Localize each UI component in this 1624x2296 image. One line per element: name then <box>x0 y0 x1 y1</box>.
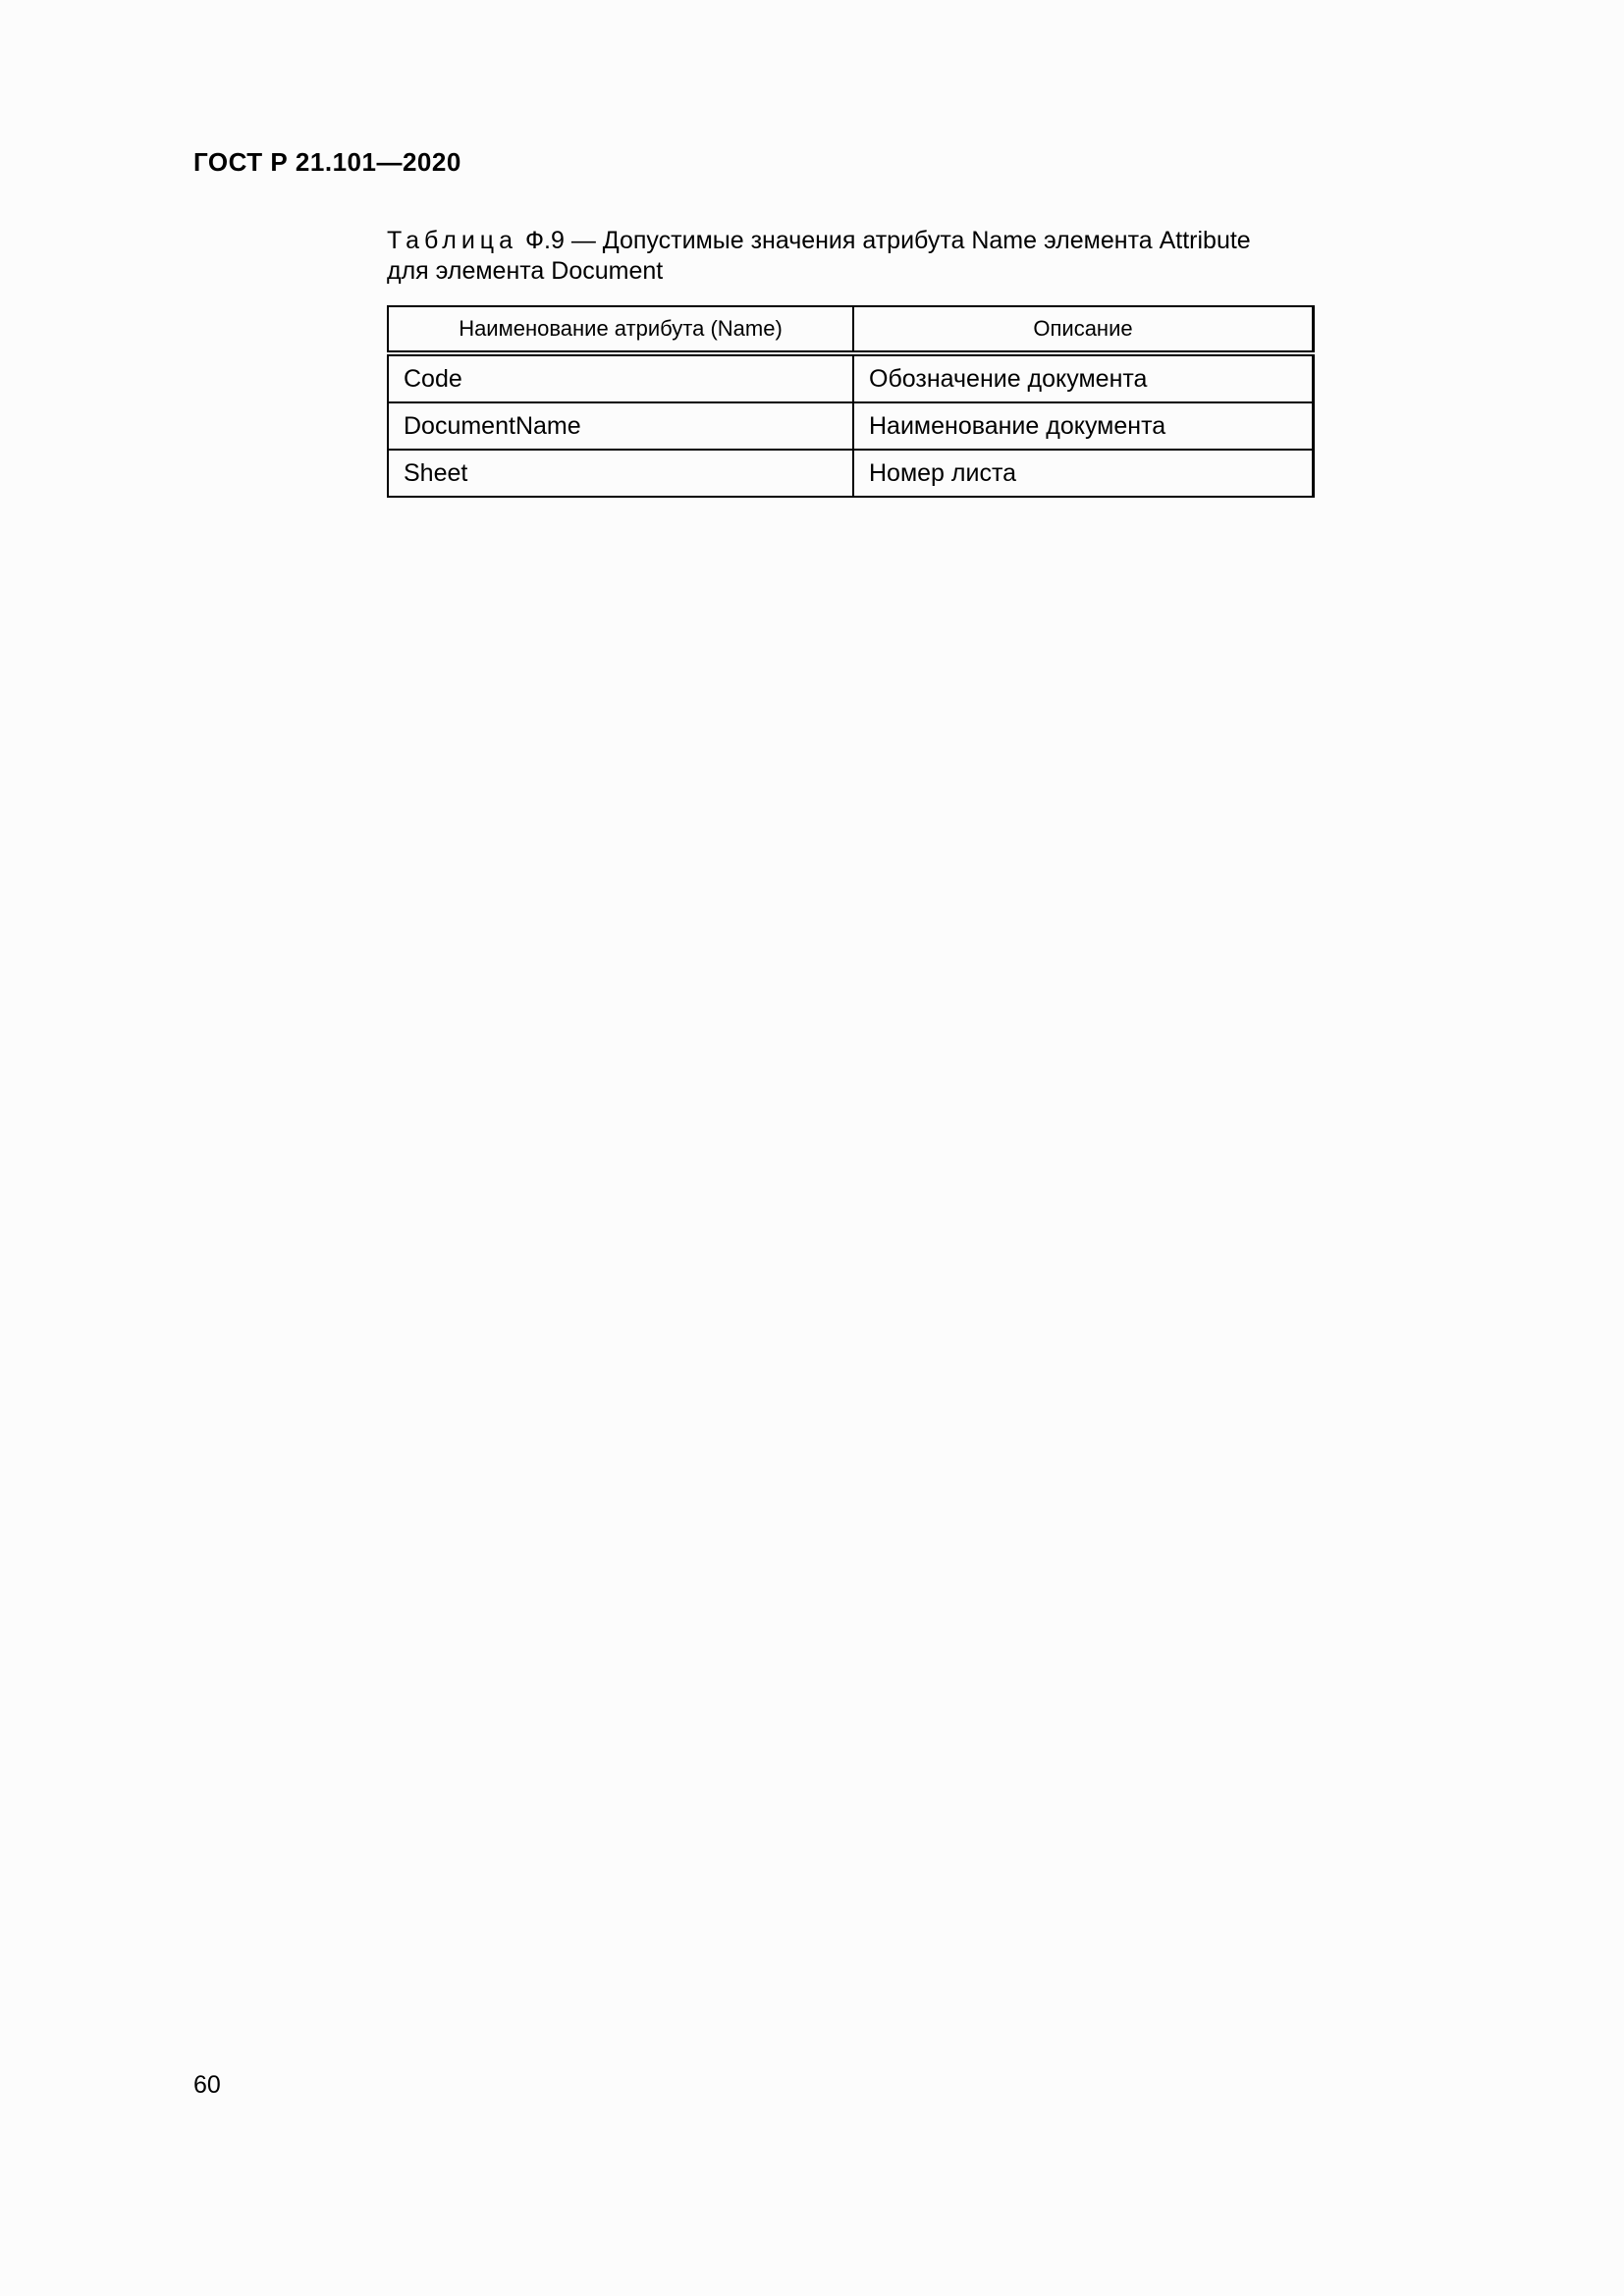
document-code: ГОСТ Р 21.101—2020 <box>193 147 461 177</box>
table-header-row <box>388 306 1314 353</box>
cell-description: Наименование документа <box>853 402 1314 450</box>
column-header-name: Наименование атрибута (Name) <box>388 306 853 353</box>
table-caption-label: Таблица <box>387 227 518 254</box>
cell-description: Номер листа <box>853 450 1314 497</box>
attributes-table <box>387 305 1315 498</box>
table-row <box>388 450 1314 497</box>
cell-attribute-name: Code <box>388 353 853 402</box>
table-caption-text: Ф.9 — Допустимые значения атрибута Name элемента Attribute <box>525 227 1251 254</box>
column-header-description: Описание <box>853 306 1314 353</box>
table-caption <box>387 226 1329 287</box>
cell-attribute-name: Sheet <box>388 450 853 497</box>
cell-attribute-name: DocumentName <box>388 402 853 450</box>
page-number: 60 <box>193 2071 221 2099</box>
table-row <box>388 402 1314 450</box>
table-caption-line2: для элемента Document <box>387 257 664 285</box>
cell-description: Обозначение документа <box>853 353 1314 402</box>
table-row <box>388 353 1314 402</box>
